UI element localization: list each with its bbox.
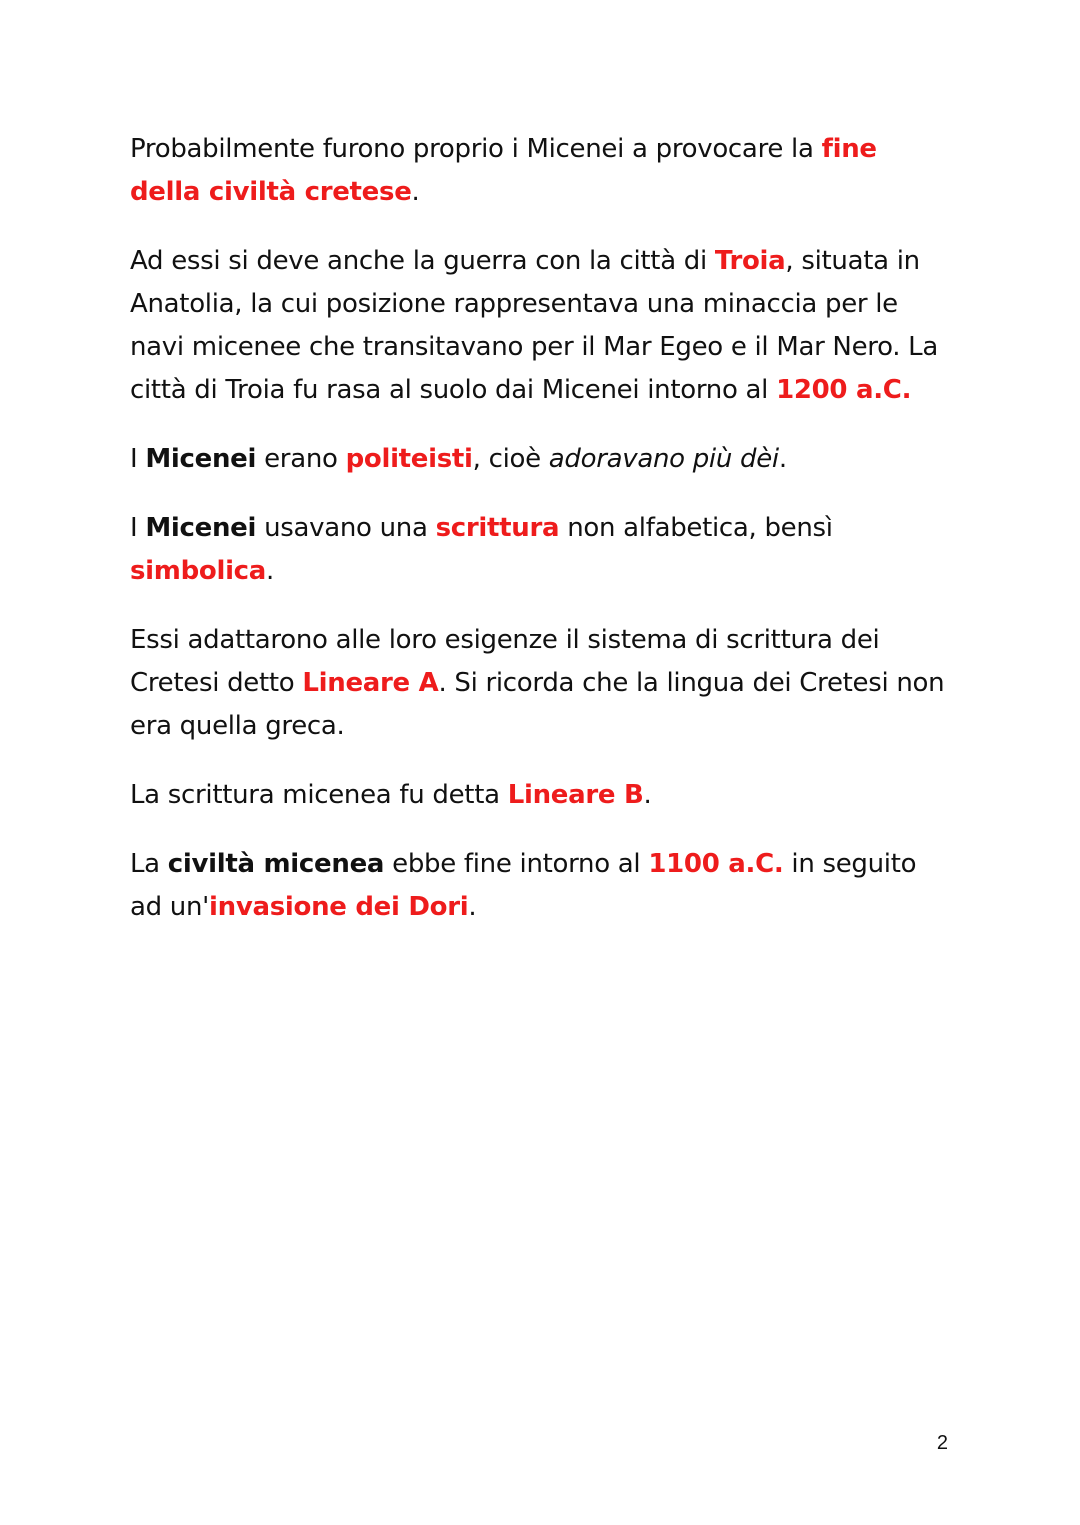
paragraph-end-of-mycenaean-civilization (130, 843, 950, 929)
page-number: 2 (936, 1432, 948, 1454)
text-segment: . Si ricorda che la lingua dei Cretesi non era quella greca. (130, 668, 945, 741)
highlight-text: Lineare B (507, 780, 644, 810)
text-segment: erano (256, 444, 346, 474)
text-segment: , cioè (472, 444, 549, 474)
highlight-text: fine della civiltà cretese (130, 134, 877, 207)
text-segment: , situata in Anatolia, la cui posizione rappresentava una minaccia per le navi micenee che transitavano per il Mar Egeo e il Mar Nero. La città di Troia fu rasa al suolo dai Micenei intorno al (130, 246, 938, 405)
document-body (130, 128, 950, 955)
text-segment: in seguito ad un' (130, 849, 917, 922)
highlight-date: 1200 a.C. (776, 375, 912, 405)
highlight-text: Lineare A (302, 668, 439, 698)
paragraph-troy-war (130, 240, 950, 412)
text-segment: usavano una (256, 513, 436, 543)
bold-text: civiltà micenea (167, 849, 385, 879)
text-segment: La scrittura micenea fu detta (130, 780, 508, 810)
text-segment: Ad essi si deve anche la guerra con la città di (130, 246, 715, 276)
text-segment: . (411, 177, 420, 207)
text-segment: Essi adattarono alle loro esigenze il sistema di scrittura dei Cretesi detto (130, 625, 880, 698)
paragraph-end-of-cretan-civilization (130, 128, 950, 214)
text-segment: . (266, 556, 275, 586)
paragraph-writing (130, 507, 950, 593)
text-segment: La (130, 849, 168, 879)
italic-text: adoravano più dèi (548, 444, 779, 474)
highlight-text: invasione dei Dori (209, 892, 469, 922)
highlight-text: politeisti (345, 444, 473, 474)
highlight-text: Troia (714, 246, 786, 276)
text-segment: Probabilmente furono proprio i Micenei a provocare la (130, 134, 822, 164)
text-segment: ebbe fine intorno al (384, 849, 649, 879)
text-segment: . (643, 780, 652, 810)
highlight-text: scrittura (435, 513, 560, 543)
text-segment: . (778, 444, 787, 474)
bold-text: Micenei (145, 513, 257, 543)
highlight-text: simbolica (130, 556, 267, 586)
text-segment: I (130, 513, 146, 543)
paragraph-polytheism (130, 438, 950, 481)
bold-text: Micenei (145, 444, 257, 474)
text-segment: non alfabetica, bensì (559, 513, 833, 543)
paragraph-linear-a (130, 619, 950, 748)
paragraph-linear-b (130, 774, 950, 817)
text-segment: I (130, 444, 146, 474)
highlight-date: 1100 a.C. (648, 849, 784, 879)
text-segment: . (468, 892, 477, 922)
